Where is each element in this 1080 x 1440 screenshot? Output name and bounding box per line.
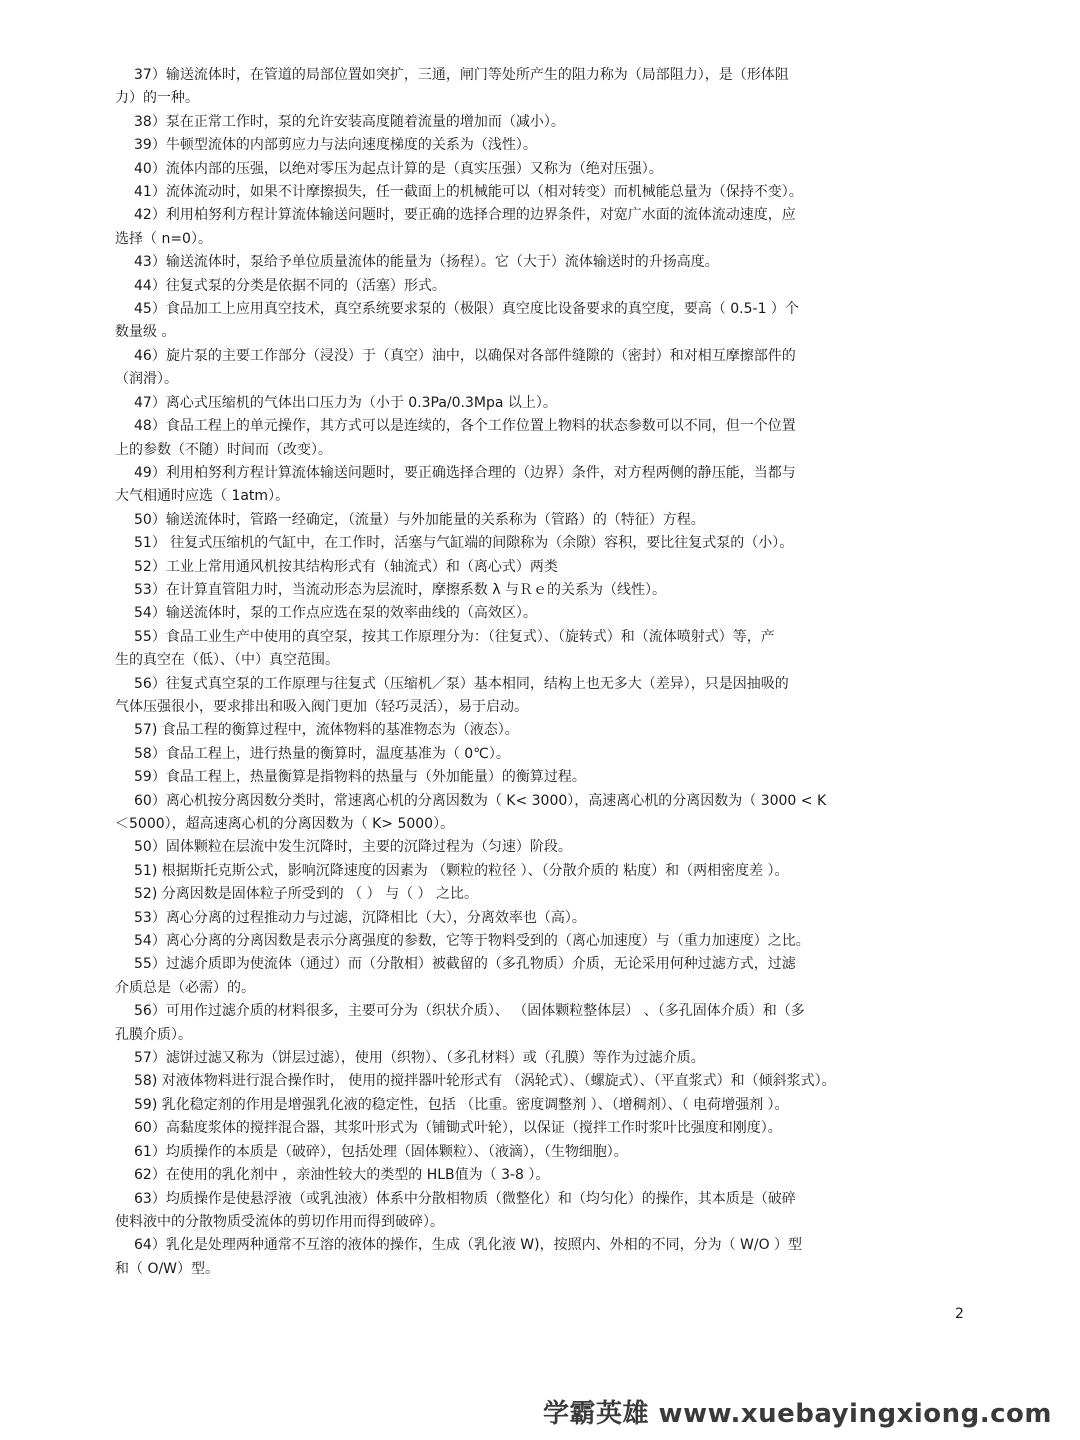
question-line: 40）流体内部的压强，以绝对零压为起点计算的是（真实压强）又称为（绝对压强）。 <box>134 160 663 177</box>
question-line-continued: 上的参数（不随）时间而（改变）。 <box>115 441 332 458</box>
question-item <box>115 766 973 789</box>
question-item <box>115 462 973 509</box>
question-item <box>115 392 973 415</box>
question-line: 42）利用柏努利方程计算流体输送问题时，要正确的选择合理的边界条件，对宽广水面的流体流动速度，应 <box>134 207 796 224</box>
question-item <box>115 626 973 673</box>
question-line-continued: ＜5000），超高速离心机的分离因数为（ K> 5000）。 <box>115 816 455 832</box>
question-line: 47）离心式压缩机的气体出口压力为（小于 0.3Pa/0.3Mpa 以上）。 <box>134 394 557 411</box>
document-body <box>115 64 973 1281</box>
question-line: 38）泵在正常工作时，泵的允许安装高度随着流量的增加而（减小）。 <box>134 113 565 130</box>
question-line-continued: 介质总是（必需）的。 <box>115 979 255 996</box>
question-item <box>115 1164 973 1187</box>
question-line: 57）滤饼过滤又称为（饼层过滤），使用（织物）、（多孔材料）或（孔膜）等作为过滤介质。 <box>134 1050 705 1067</box>
question-item <box>115 64 973 111</box>
question-line: 44）往复式泵的分类是依据不同的（活塞）形式。 <box>134 277 446 294</box>
question-item <box>115 158 973 181</box>
question-item <box>115 275 973 298</box>
question-line: 41）流体流动时，如果不计摩擦损失，任一截面上的机械能可以（相对转变）而机械能总量为（保持不变）。 <box>134 184 803 201</box>
question-line-continued: 选择（ n=0）。 <box>115 230 212 247</box>
question-item <box>115 181 973 204</box>
question-item <box>115 790 973 837</box>
page-number: 2 <box>955 1306 964 1322</box>
question-line: 55）食品工业生产中使用的真空泵，按其工作原理分为：（往复式）、（旋转式）和（流体喷射式）等，产 <box>134 628 775 645</box>
question-line: 61）均质操作的本质是（破碎），包括处理（固体颗粒）、（液滴），（生物细胞）。 <box>134 1143 628 1160</box>
question-item <box>115 930 973 953</box>
question-line: 63）均质操作是使悬浮液（或乳浊液）体系中分散相物质（微整化）和（均匀化）的操作，其本质是（破碎 <box>134 1190 796 1207</box>
question-item <box>115 532 973 555</box>
question-item <box>115 579 973 602</box>
question-item <box>115 860 973 883</box>
question-item <box>115 298 973 345</box>
question-line: 54）输送流体时，泵的工作点应选在泵的效率曲线的（高效区）。 <box>134 605 537 622</box>
question-line: 55）过滤介质即为使流体（通过）而（分散相）被截留的（多孔物质）介质，无论采用何种过滤方式，过滤 <box>134 956 796 973</box>
question-line-continued: 生的真空在（低）、（中）真空范围。 <box>115 652 339 669</box>
question-line-continued: （润滑）。 <box>115 371 178 388</box>
question-line: 50）输送流体时，管路一经确定，（流量）与外加能量的关系称为（管路）的（特征）方程。 <box>134 511 705 528</box>
question-item <box>115 883 973 906</box>
question-item <box>115 415 973 462</box>
question-item <box>115 743 973 766</box>
question-line: 48）食品工程上的单元操作，其方式可以是连续的，各个工作位置上物料的状态参数可以不同，但一个位置 <box>134 418 796 435</box>
question-item <box>115 111 973 134</box>
question-line: 59) 乳化稳定剂的作用是增强乳化液的稳定性，包括 （比重。密度调整剂 ）、（增稠剂）、（ 电荷增强剂 ）。 <box>134 1096 789 1113</box>
question-line-continued: 气体压强很小，要求排出和吸入阀门更加（轻巧灵活），易于启动。 <box>115 698 528 715</box>
question-item <box>115 907 973 930</box>
question-line: 49）利用柏努利方程计算流体输送问题时，要正确选择合理的（边界）条件，对方程两侧的静压能，当都与 <box>134 464 796 481</box>
question-line: 56）可用作过滤介质的材料很多，主要可分为（织状介质）、 （固体颗粒整体层） 、（多孔固体介质）和（多 <box>134 1003 805 1020</box>
question-line-continued: 孔膜介质）。 <box>115 1026 192 1043</box>
question-item <box>115 719 973 742</box>
question-item <box>115 556 973 579</box>
question-line: 60）离心机按分离因数分类时，常速离心机的分离因数为（ K< 3000），高速离心机的分离因数为（ 3000 < K <box>134 792 827 809</box>
question-item <box>115 134 973 157</box>
question-item <box>115 602 973 625</box>
question-item <box>115 673 973 720</box>
question-line: 58) 对液体物料进行混合操作时， 使用的搅拌器叶轮形式有 （涡轮式）、（螺旋式）、（平直浆式）和（倾斜浆式）。 <box>134 1073 836 1090</box>
question-item <box>115 953 973 1000</box>
question-line-continued: 力）的一种。 <box>115 90 199 107</box>
question-item <box>115 509 973 532</box>
site-watermark: 学霸英雄 www.xuebayingxiong.com <box>543 1399 1052 1429</box>
question-line: 58）食品工程上，进行热量的衡算时，温度基准为（ 0℃）。 <box>134 745 510 762</box>
question-line: 45）食品加工上应用真空技术，真空系统要求泵的（极限）真空度比设备要求的真空度，要高（ 0.5-1 ）个 <box>134 301 799 318</box>
question-line: 52) 分离因数是固体粒子所受到的 （ ） 与（ ） 之比。 <box>134 886 478 903</box>
question-line: 39）牛顿型流体的内部剪应力与法向速度梯度的关系为（浅性）。 <box>134 137 537 154</box>
question-line: 43）输送流体时，泵给予单位质量流体的能量为（扬程）。它（大于）流体输送时的升扬高度。 <box>134 254 719 271</box>
question-item <box>115 345 973 392</box>
question-line: 53）离心分离的过程推动力与过滤，沉降相比（大），分离效率也（高）。 <box>134 909 586 926</box>
question-line: 50）固体颗粒在层流中发生沉降时，主要的沉降过程为（匀速）阶段。 <box>134 839 572 856</box>
question-line: 56）往复式真空泵的工作原理与往复式（压缩机／泵）基本相同，结构上也无多大（差异），只是因抽吸的 <box>134 675 789 692</box>
question-line: 51) 根据斯托克斯公式，影响沉降速度的因素为 （颗粒的粒径 ）、（分散介质的 粘度）和（两相密度差 ）。 <box>134 862 789 879</box>
question-item <box>115 1094 973 1117</box>
question-item <box>115 1117 973 1140</box>
question-item <box>115 1188 973 1235</box>
question-line: 37）输送流体时，在管道的局部位置如突扩，三通，闸门等处所产生的阻力称为（局部阻力），是（形体阻 <box>134 67 789 83</box>
question-item <box>115 251 973 274</box>
question-item <box>115 1141 973 1164</box>
question-line-continued: 大气相通时应选（ 1atm）。 <box>115 488 290 505</box>
question-item <box>115 1070 973 1093</box>
question-line-continued: 数量级 。 <box>115 324 176 341</box>
question-line: 52）工业上常用通风机按其结构形式有（轴流式）和（离心式）两类 <box>134 558 558 575</box>
question-line: 46）旋片泵的主要工作部分（浸没）于（真空）油中，以确保对各部件缝隙的（密封）和对相互摩擦部件的 <box>134 347 796 364</box>
question-item <box>115 1234 973 1281</box>
question-line: 62）在使用的乳化剂中 ，亲油性较大的类型的 HLB值为（ 3-8 ）。 <box>134 1167 550 1184</box>
question-line-continued: 使料液中的分散物质受流体的剪切作用而得到破碎）。 <box>115 1213 444 1230</box>
question-line: 59）食品工程上，热量衡算是指物料的热量与（外加能量）的衡算过程。 <box>134 769 586 786</box>
question-line: 51） 往复式压缩机的气缸中，在工作时，活塞与气缸端的间隙称为（余隙）容积，要比往复式泵的（小）。 <box>134 535 794 552</box>
question-line: 64）乳化是处理两种通常不互溶的液体的操作，生成（乳化液 W)，按照内、外相的不同，分为（ W/O ）型 <box>134 1237 803 1254</box>
question-line: 53）在计算直管阻力时，当流动形态为层流时，摩擦系数 λ 与Ｒｅ的关系为（线性）。 <box>134 581 666 598</box>
question-item <box>115 1000 973 1047</box>
question-line-continued: 和（ O/W）型。 <box>115 1260 220 1277</box>
question-item <box>115 1047 973 1070</box>
question-line: 57) 食品工程的衡算过程中，流体物料的基准物态为（液态）。 <box>134 722 519 739</box>
question-line: 60）高黏度浆体的搅拌混合器，其浆叶形式为（铺锄式叶轮），以保证（搅拌工作时浆叶比强度和刚度）。 <box>134 1120 782 1137</box>
question-item <box>115 836 973 859</box>
question-item <box>115 204 973 251</box>
question-line: 54）离心分离的分离因数是表示分离强度的参数，它等于物料受到的（离心加速度）与（重力加速度）之比。 <box>134 933 810 950</box>
